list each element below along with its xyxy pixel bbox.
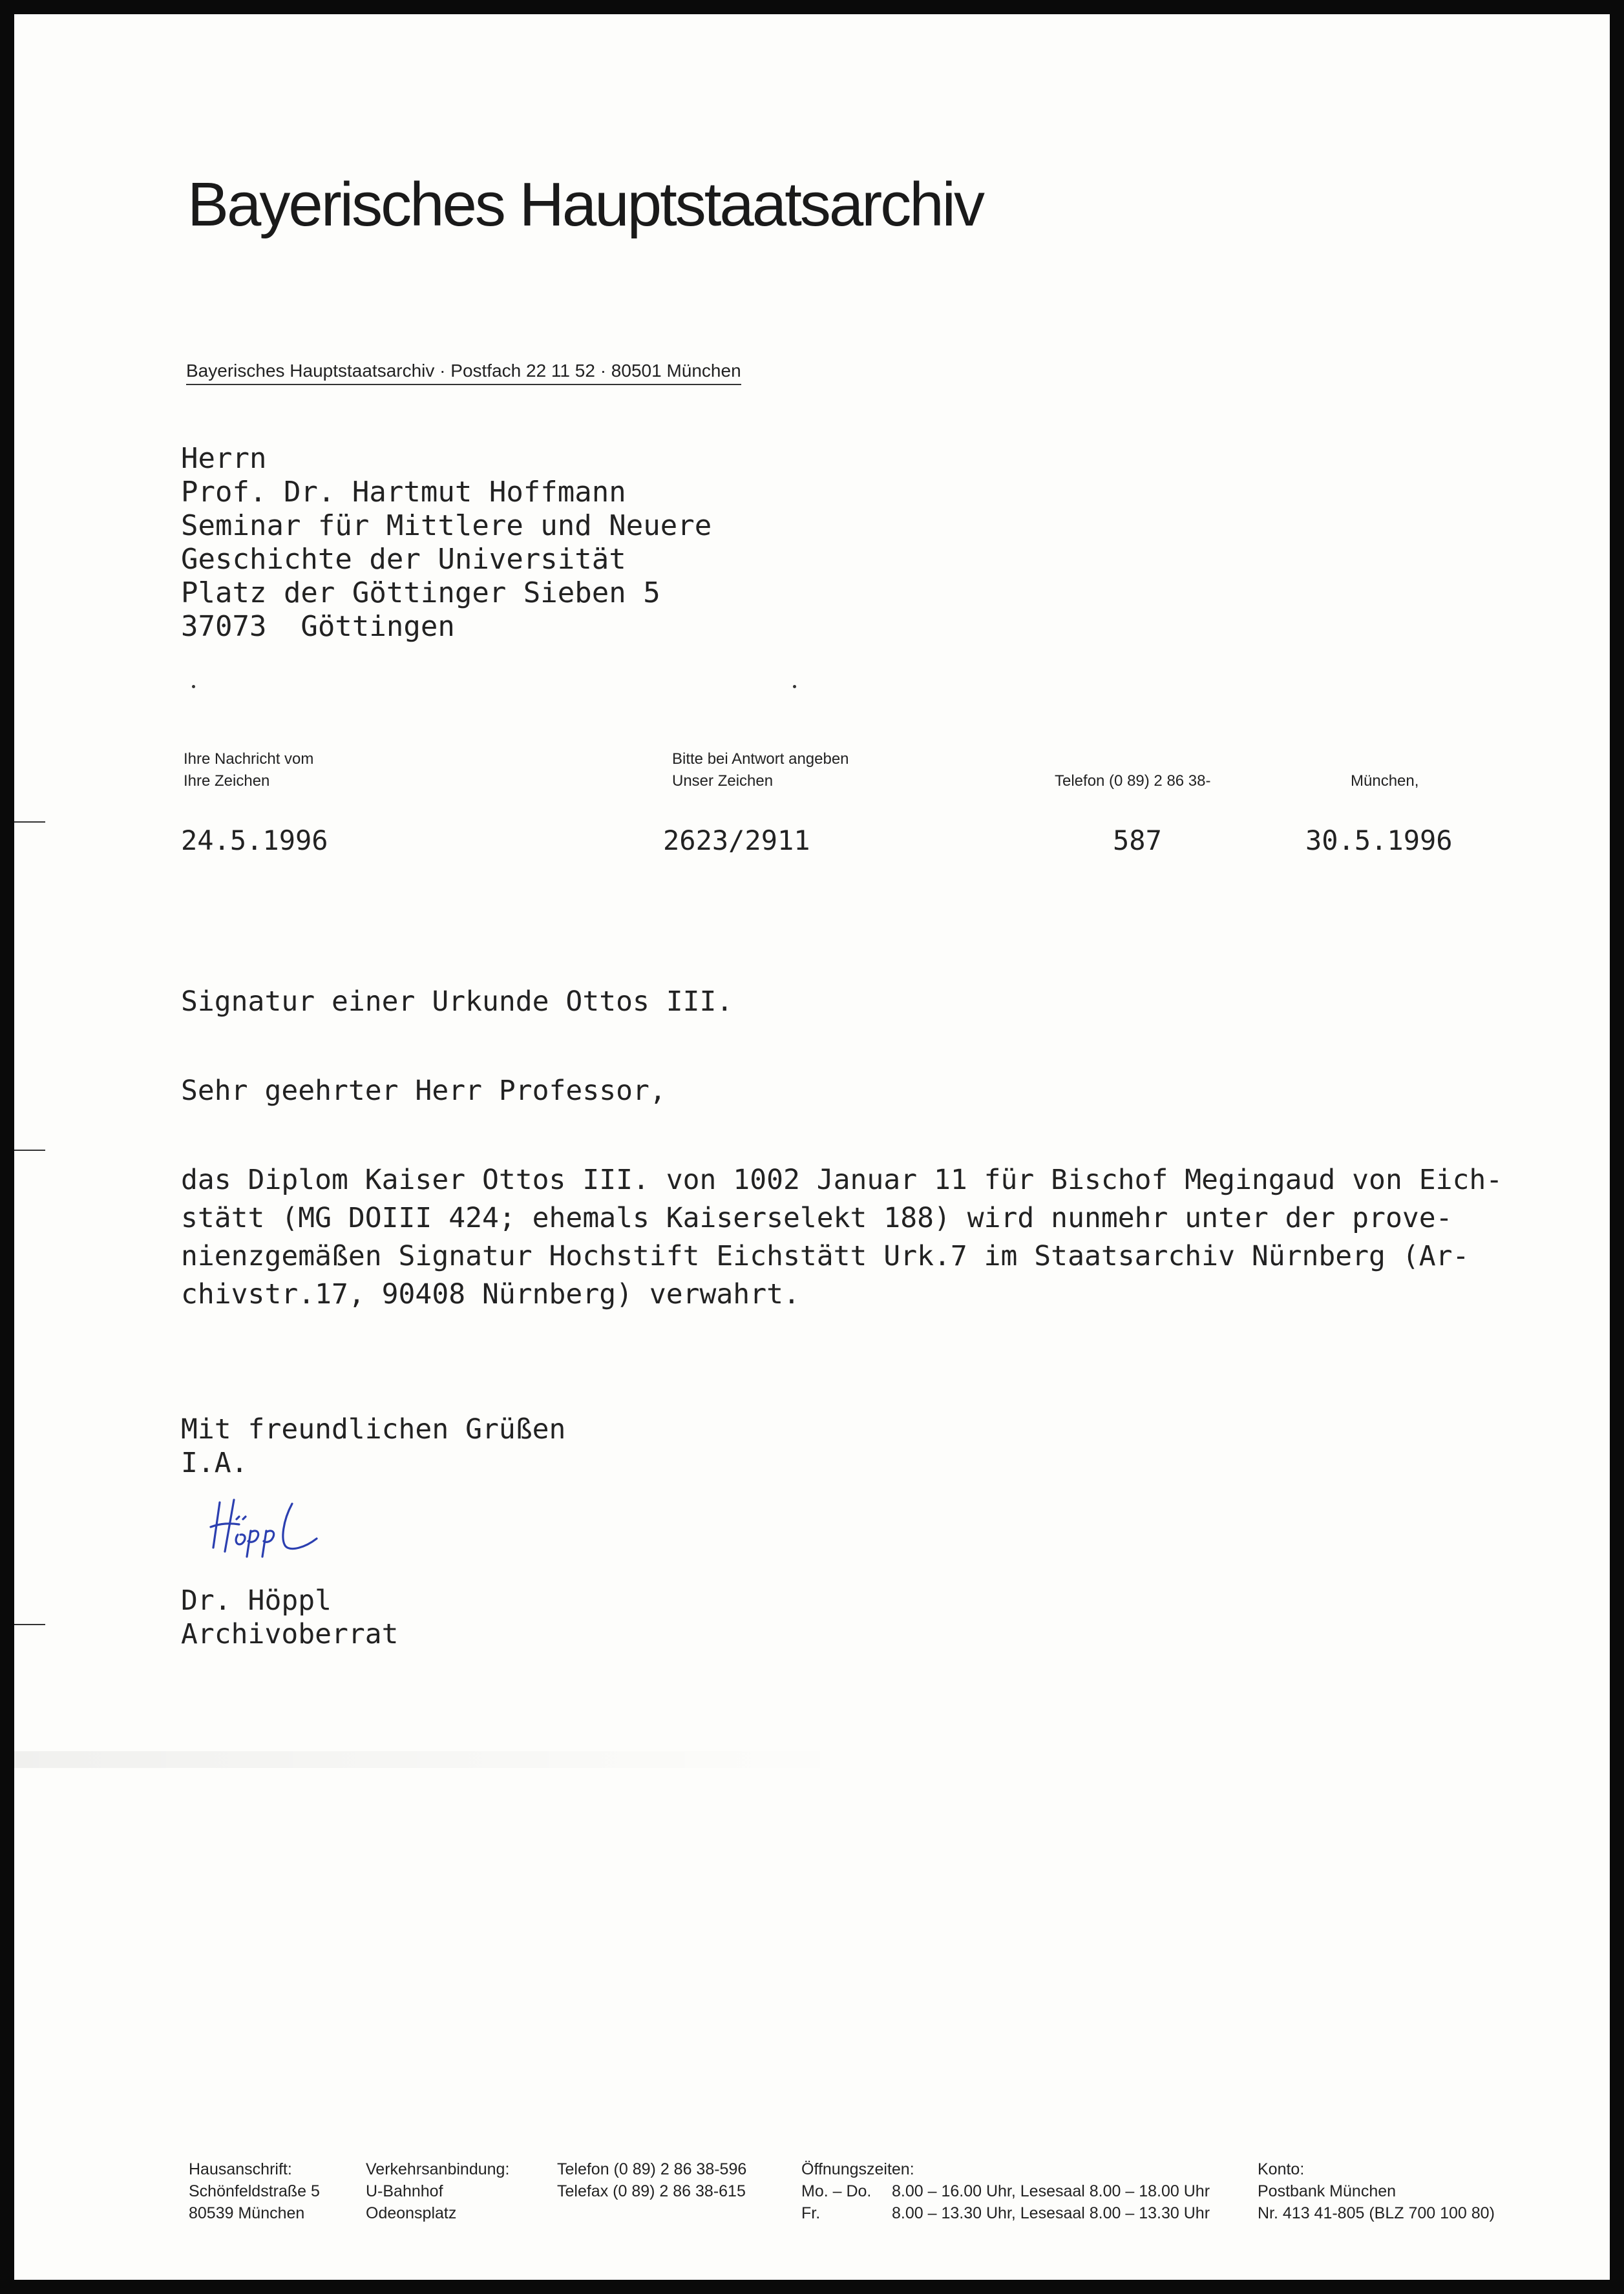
- closing-ia: I.A.: [181, 1447, 248, 1479]
- footer-hours-row: [801, 2180, 1210, 2202]
- footer-hours-day: Fr.: [801, 2204, 821, 2222]
- letter-page: [14, 14, 1610, 2280]
- footer-address-street: Schönfeldstraße 5: [189, 2182, 320, 2200]
- body-line: chivstr.17, 90408 Nürnberg) verwahrt.: [181, 1278, 800, 1310]
- ref-label-city: München,: [1351, 772, 1419, 790]
- ref-label-our-ref: Unser Zeichen: [672, 772, 774, 790]
- signatory-name: Dr. Höppl: [181, 1584, 332, 1617]
- footer-phone: [557, 2158, 746, 2202]
- signatory-title: Archivoberrat: [181, 1618, 399, 1650]
- recipient-line: 37073 Göttingen: [181, 610, 455, 643]
- recipient-line: Seminar für Mittlere und Neuere: [181, 509, 712, 542]
- ref-label-please-quote: Bitte bei Antwort angeben: [672, 750, 849, 768]
- footer-transit: [366, 2158, 509, 2224]
- subject-line: Signatur einer Urkunde Ottos III.: [181, 985, 733, 1018]
- handwritten-signature: [208, 1497, 321, 1559]
- letterhead-title: Bayerisches Hauptstaatsarchiv: [187, 170, 983, 239]
- recipient-line: Geschichte der Universität: [181, 543, 626, 576]
- ref-date: 30.5.1996: [1305, 825, 1453, 856]
- fold-mark: [14, 1150, 45, 1151]
- footer-account-label: Konto:: [1258, 2160, 1305, 2178]
- footer-telefax: Telefax (0 89) 2 86 38-615: [557, 2182, 746, 2200]
- paper-smudge: [14, 1751, 854, 1768]
- ref-label-your-message: Ihre Nachricht vom: [184, 750, 314, 768]
- body-line: nienzgemäßen Signatur Hochstift Eichstätt Urk.7 im Staatsarchiv Nürnberg (Ar-: [181, 1240, 1470, 1272]
- footer-account-number: Nr. 413 41-805 (BLZ 700 100 80): [1258, 2204, 1495, 2222]
- return-address: Bayerisches Hauptstaatsarchiv · Postfach 22 11 52 · 80501 München: [186, 361, 741, 385]
- footer-transit-label: Verkehrsanbindung:: [366, 2160, 510, 2178]
- body-line: das Diplom Kaiser Ottos III. von 1002 Januar 11 für Bischof Megingaud von Eich-: [181, 1164, 1503, 1196]
- footer-telephone: Telefon (0 89) 2 86 38-596: [557, 2160, 747, 2178]
- closing-greeting: Mit freundlichen Grüßen: [181, 1413, 566, 1446]
- fold-mark: [14, 1624, 45, 1625]
- footer-address: [189, 2158, 320, 2224]
- ref-your-message-date: 24.5.1996: [181, 825, 328, 856]
- footer-hours-day: Mo. – Do.: [801, 2182, 872, 2200]
- salutation: Sehr geehrter Herr Professor,: [181, 1075, 666, 1107]
- footer-transit-line: U-Bahnhof: [366, 2182, 443, 2200]
- ref-label-your-ref: Ihre Zeichen: [184, 772, 270, 790]
- footer-hours-time: 8.00 – 13.30 Uhr, Lesesaal 8.00 – 13.30 Uhr: [892, 2204, 1210, 2222]
- footer-hours-label: Öffnungszeiten:: [801, 2160, 914, 2178]
- fold-mark: [14, 821, 45, 823]
- footer-transit-stop: Odeonsplatz: [366, 2204, 457, 2222]
- recipient-line: Herrn: [181, 442, 267, 475]
- recipient-line: Platz der Göttinger Sieben 5: [181, 576, 660, 609]
- ref-phone-extension: 587: [1113, 825, 1162, 856]
- recipient-line: Prof. Dr. Hartmut Hoffmann: [181, 476, 626, 509]
- footer-address-label: Hausanschrift:: [189, 2160, 292, 2178]
- footer-hours: [801, 2158, 1210, 2224]
- window-mark: [793, 685, 796, 688]
- ref-label-phone: Telefon (0 89) 2 86 38-: [1055, 772, 1211, 790]
- footer-hours-row: [801, 2202, 1210, 2224]
- footer-address-city: 80539 München: [189, 2204, 305, 2222]
- footer-account: [1258, 2158, 1495, 2224]
- footer-hours-time: 8.00 – 16.00 Uhr, Lesesaal 8.00 – 18.00 Uhr: [892, 2182, 1210, 2200]
- ref-our-number: 2623/2911: [663, 825, 810, 856]
- footer-account-bank: Postbank München: [1258, 2182, 1397, 2200]
- body-line: stätt (MG DOIII 424; ehemals Kaiserselekt 188) wird nunmehr unter der prove-: [181, 1202, 1453, 1234]
- window-mark: [192, 685, 195, 688]
